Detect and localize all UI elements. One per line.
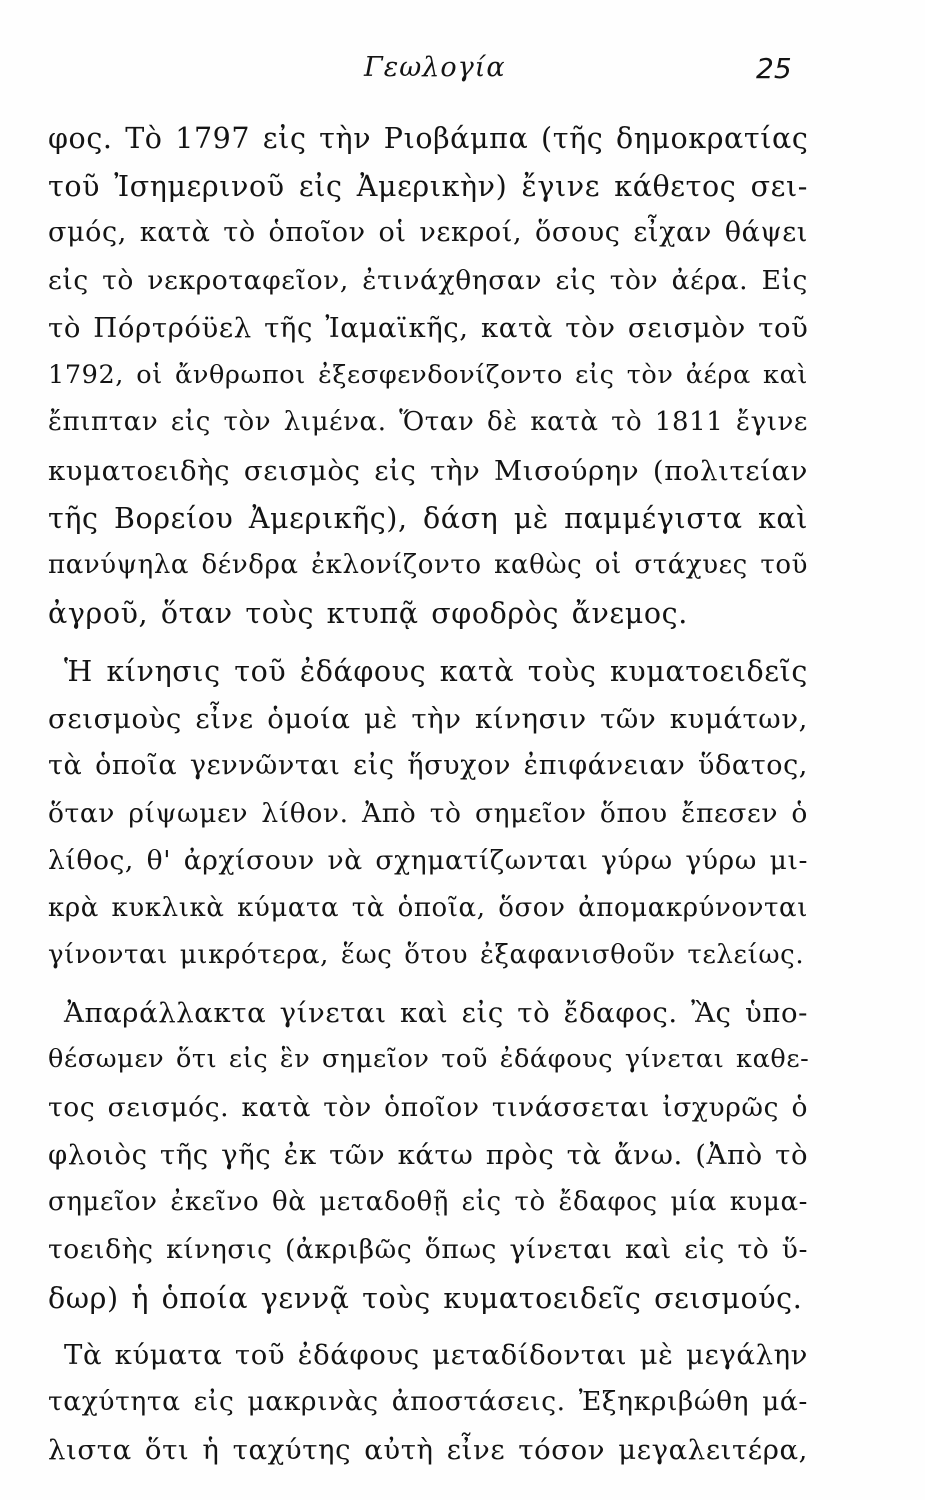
text-line: φος. Τὸ 1797 εἰς τὴν Ριοβάμπα (τῆς δημοκρατίας — [48, 122, 809, 155]
text-line: Ἀπαράλλακτα γίνεται καὶ εἰς τὸ ἔδαφος. Ἂς ὑπο- — [64, 997, 808, 1029]
text-line: ἀγροῦ, ὅταν τοὺς κτυπᾷ σφοδρὸς ἄνεμος. — [48, 597, 688, 630]
text-line: τοειδὴς κίνησις (ἀκριβῶς ὅπως γίνεται καὶ εἰς τὸ ὕ- — [48, 1234, 808, 1265]
text-line: πανύψηλα δένδρα ἐκλονίζοντο καθὼς οἱ στάχυες τοῦ — [48, 550, 808, 580]
text-line: Τὰ κύματα τοῦ ἐδάφους μεταδίδονται μὲ μεγάλην — [64, 1339, 808, 1371]
text-line: φλοιὸς τῆς γῆς ἐκ τῶν κάτω πρὸς τὰ ἄνω. (Ἀπὸ τὸ — [48, 1139, 809, 1171]
running-head — [0, 52, 925, 92]
text-line: εἰς τὸ νεκροταφεῖον, ἐτινάχθησαν εἰς τὸν ἀέρα. Εἰς — [48, 265, 808, 296]
text-line: δωρ) ἡ ὁποία γεννᾷ τοὺς κυματοειδεῖς σεισμούς. — [48, 1282, 803, 1315]
text-line: ταχύτητα εἰς μακρινὰς ἀποστάσεις. Ἐξηκριβώθη μά- — [48, 1386, 808, 1417]
text-line: σεισμοὺς εἶνε ὁμοία μὲ τὴν κίνησιν τῶν κυμάτων, — [48, 703, 808, 735]
text-line: λιστα ὅτι ἡ ταχύτης αὐτὴ εἶνε τόσον μεγαλειτέρα, — [48, 1434, 808, 1466]
text-line: τὸ Πόρτρόϋελ τῆς Ἰαμαϊκῆς, κατὰ τὸν σεισμὸν τοῦ — [48, 312, 809, 344]
text-line: ὅταν ρίψωμεν λίθον. Ἀπὸ τὸ σημεῖον ὅπου ἔπεσεν ὁ — [48, 798, 808, 829]
text-line: τοῦ Ἰσημερινοῦ εἰς Ἀμερικὴν) ἔγινε κάθετος σει- — [48, 170, 808, 203]
text-line: σμός, κατὰ τὸ ὁποῖον οἱ νεκροί, ὅσους εἶχαν θάψει — [48, 217, 808, 248]
text-line: κυματοειδὴς σεισμὸς εἰς τὴν Μισούρην (πολιτείαν — [48, 455, 808, 487]
running-title: Γεωλογία — [364, 52, 506, 83]
page-number: 25 — [756, 52, 792, 85]
text-line: σημεῖον ἐκεῖνο θὰ μεταδοθῇ εἰς τὸ ἔδαφος μία κυμα- — [48, 1187, 808, 1217]
text-line: 1792, οἱ ἄνθρωποι ἐξεσφενδονίζοντο εἰς τὸν ἀέρα καὶ — [48, 360, 808, 390]
text-line: τῆς Βορείου Ἀμερικῆς), δάση μὲ παμμέγιστα καὶ — [48, 502, 808, 535]
text-line: λίθος, θ' ἀρχίσουν νὰ σχηματίζωνται γύρω γύρω μι- — [48, 845, 808, 876]
text-line: ἔπιπταν εἰς τὸν λιμένα. Ὅταν δὲ κατὰ τὸ 1811 ἔγινε — [48, 407, 808, 437]
text-line: τὰ ὁποῖα γεννῶνται εἰς ἥσυχον ἐπιφάνειαν ὕδατος, — [48, 750, 808, 781]
text-line: γίνονται μικρότερα, ἕως ὅτου ἐξαφανισθοῦν τελείως. — [48, 940, 805, 970]
text-line: θέσωμεν ὅτι εἰς ἓν σημεῖον τοῦ ἐδάφους γίνεται καθε- — [48, 1044, 810, 1074]
text-line: κρὰ κυκλικὰ κύματα τὰ ὁποῖα, ὅσον ἀπομακρύνονται — [48, 893, 808, 923]
text-line: τος σεισμός. κατὰ τὸν ὁποῖον τινάσσεται ἰσχυρῶς ὁ — [48, 1092, 808, 1123]
text-line: Ἡ κίνησις τοῦ ἐδάφους κατὰ τοὺς κυματοειδεῖς — [64, 655, 808, 688]
